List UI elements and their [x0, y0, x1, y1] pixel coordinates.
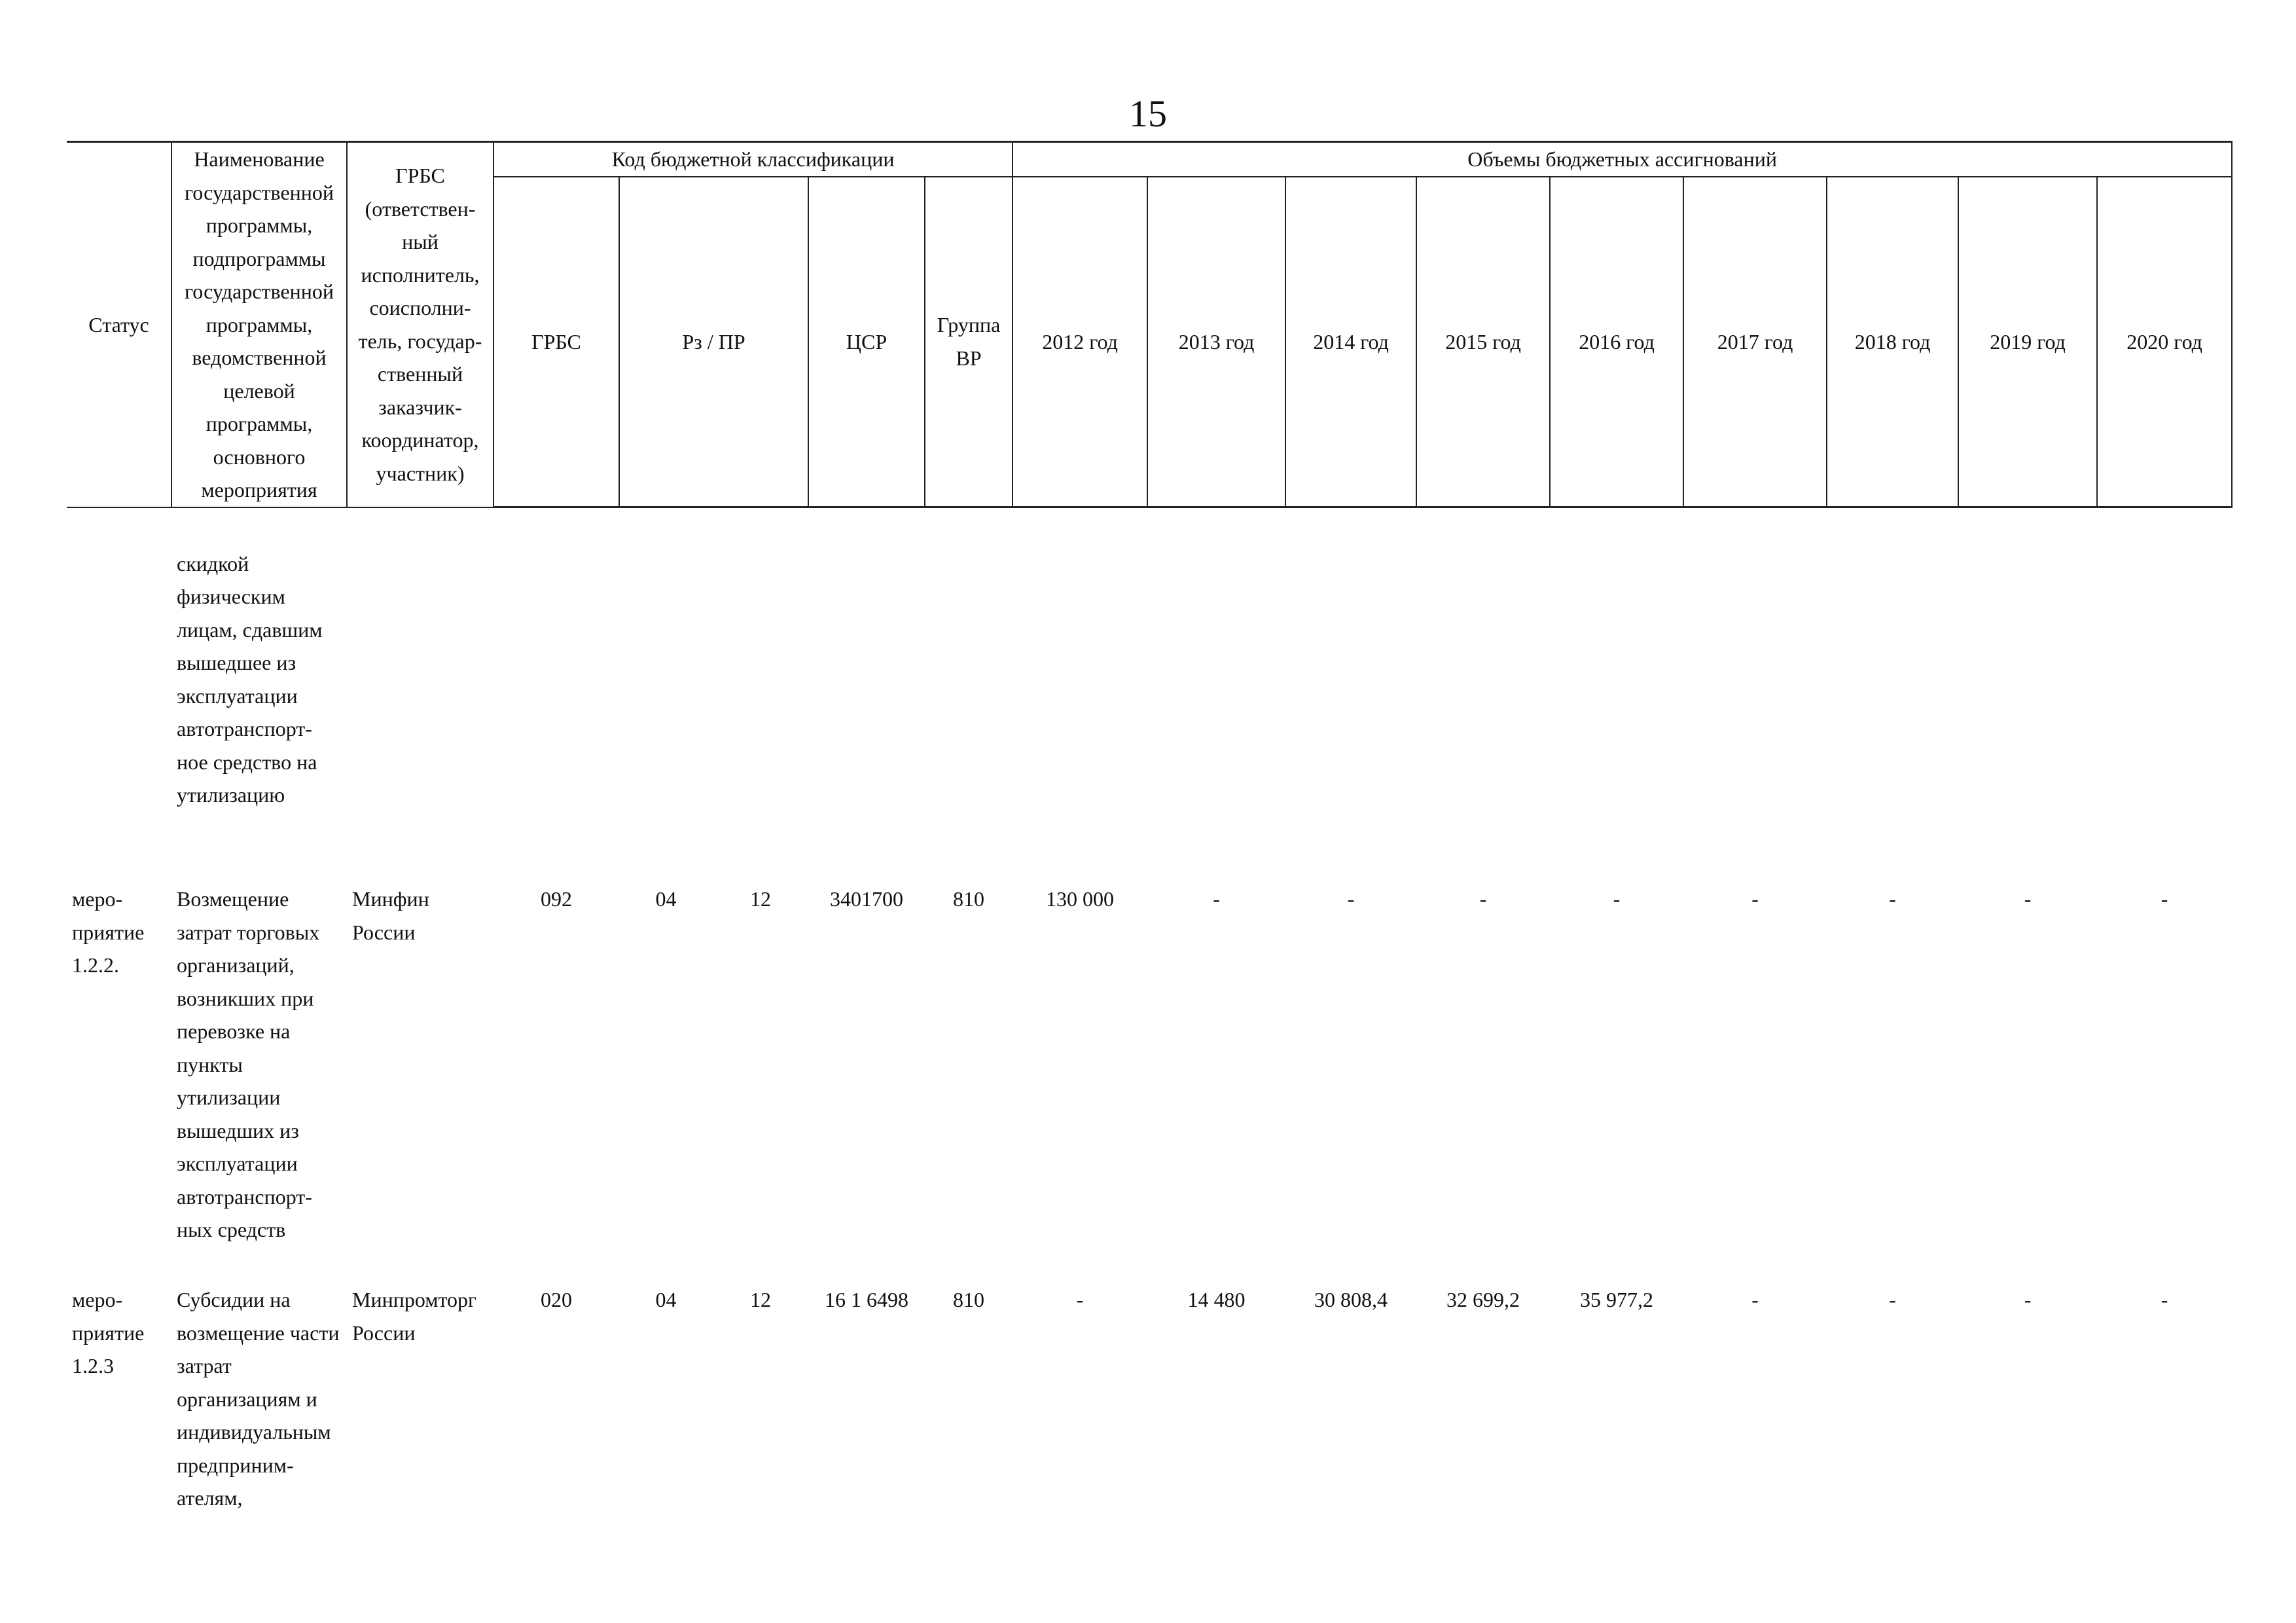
row-value-2012: 130 000: [1046, 887, 1115, 911]
row-pr: 12: [750, 887, 771, 911]
header-rz-pr: Рз / ПР: [619, 177, 808, 507]
row-value-2018: -: [1889, 887, 1896, 911]
row-name: Субсидии на возмещение части затрат организациям и индивидуальным предприним-ателям,: [177, 1288, 340, 1510]
row-status: меро-приятие 1.2.2.: [72, 887, 145, 977]
row-pr: 12: [750, 1288, 771, 1311]
row-csr: 16 1 6498: [825, 1288, 908, 1311]
header-year-2020: 2020 год: [2097, 177, 2232, 507]
header-year-2016: 2016 год: [1550, 177, 1683, 507]
row-value-2014: -: [1347, 887, 1355, 911]
row-value-2013: 14 480: [1187, 1288, 1246, 1311]
table-row: [67, 848, 2232, 1249]
row-value-2019: -: [2024, 1288, 2032, 1311]
header-budget-code-group: Код бюджетной классификации: [493, 142, 1013, 177]
row-grbs-name: Минфин России: [352, 887, 429, 944]
header-year-2015: 2015 год: [1416, 177, 1550, 507]
row-value-2016: 35 977,2: [1580, 1288, 1654, 1311]
row-value-2015: -: [1479, 887, 1487, 911]
row-value-2019: -: [2024, 887, 2032, 911]
header-year-2018: 2018 год: [1827, 177, 1958, 507]
row-grbs: 020: [541, 1288, 572, 1311]
row-value-2014: 30 808,4: [1314, 1288, 1388, 1311]
header-year-2017: 2017 год: [1683, 177, 1827, 507]
row-grbs: 092: [541, 887, 572, 911]
header-grbs: ГРБС: [493, 177, 619, 507]
header-year-2014: 2014 год: [1285, 177, 1416, 507]
continuation-text: скидкой физическим лицам, сдавшим вышедшее из эксплуатации автотранспорт-ное средство на утилизацию: [177, 551, 323, 807]
row-vr: 810: [953, 1288, 985, 1311]
header-budget-volumes-group: Объемы бюджетных ассигнований: [1013, 142, 2232, 177]
header-year-2012: 2012 год: [1013, 177, 1147, 507]
header-program-name: Наименование государственной программы, подпрограммы государственной программы, ведомственной целевой программы, основного мероприятия: [171, 142, 347, 507]
row-value-2013: -: [1213, 887, 1220, 911]
header-year-2019: 2019 год: [1958, 177, 2097, 507]
row-status: меро-приятие 1.2.3: [72, 1288, 145, 1377]
row-value-2018: -: [1889, 1288, 1896, 1311]
header-year-2013: 2013 год: [1147, 177, 1285, 507]
header-status: Статус: [67, 142, 171, 507]
header-grbs-responsible: ГРБС (ответствен-ный исполнитель, соисполни-тель, государ-ственный заказчик-координатор, участник): [347, 142, 493, 507]
row-vr: 810: [953, 887, 985, 911]
row-csr: 3401700: [830, 887, 903, 911]
row-rz: 04: [655, 1288, 677, 1311]
header-group-vr: Группа ВР: [925, 177, 1013, 507]
header-csr: ЦСР: [808, 177, 925, 507]
budget-table: [67, 141, 2233, 1515]
row-value-2020: -: [2161, 1288, 2168, 1311]
row-value-2017: -: [1751, 887, 1759, 911]
table-row: [67, 1249, 2232, 1515]
row-value-2012: -: [1076, 1288, 1084, 1311]
row-value-2020: -: [2161, 887, 2168, 911]
row-value-2017: -: [1751, 1288, 1759, 1311]
row-name: Возмещение затрат торговых организаций, возникших при перевозке на пункты утилизации вышедших из эксплуатации автотранспорт-ных средств: [177, 887, 320, 1241]
row-value-2016: -: [1613, 887, 1621, 911]
row-grbs-name: Минпромторг России: [352, 1288, 477, 1345]
row-rz: 04: [655, 887, 677, 911]
row-value-2015: 32 699,2: [1446, 1288, 1520, 1311]
page-number: 15: [1129, 92, 1167, 135]
table-row-continuation: [67, 507, 2232, 849]
